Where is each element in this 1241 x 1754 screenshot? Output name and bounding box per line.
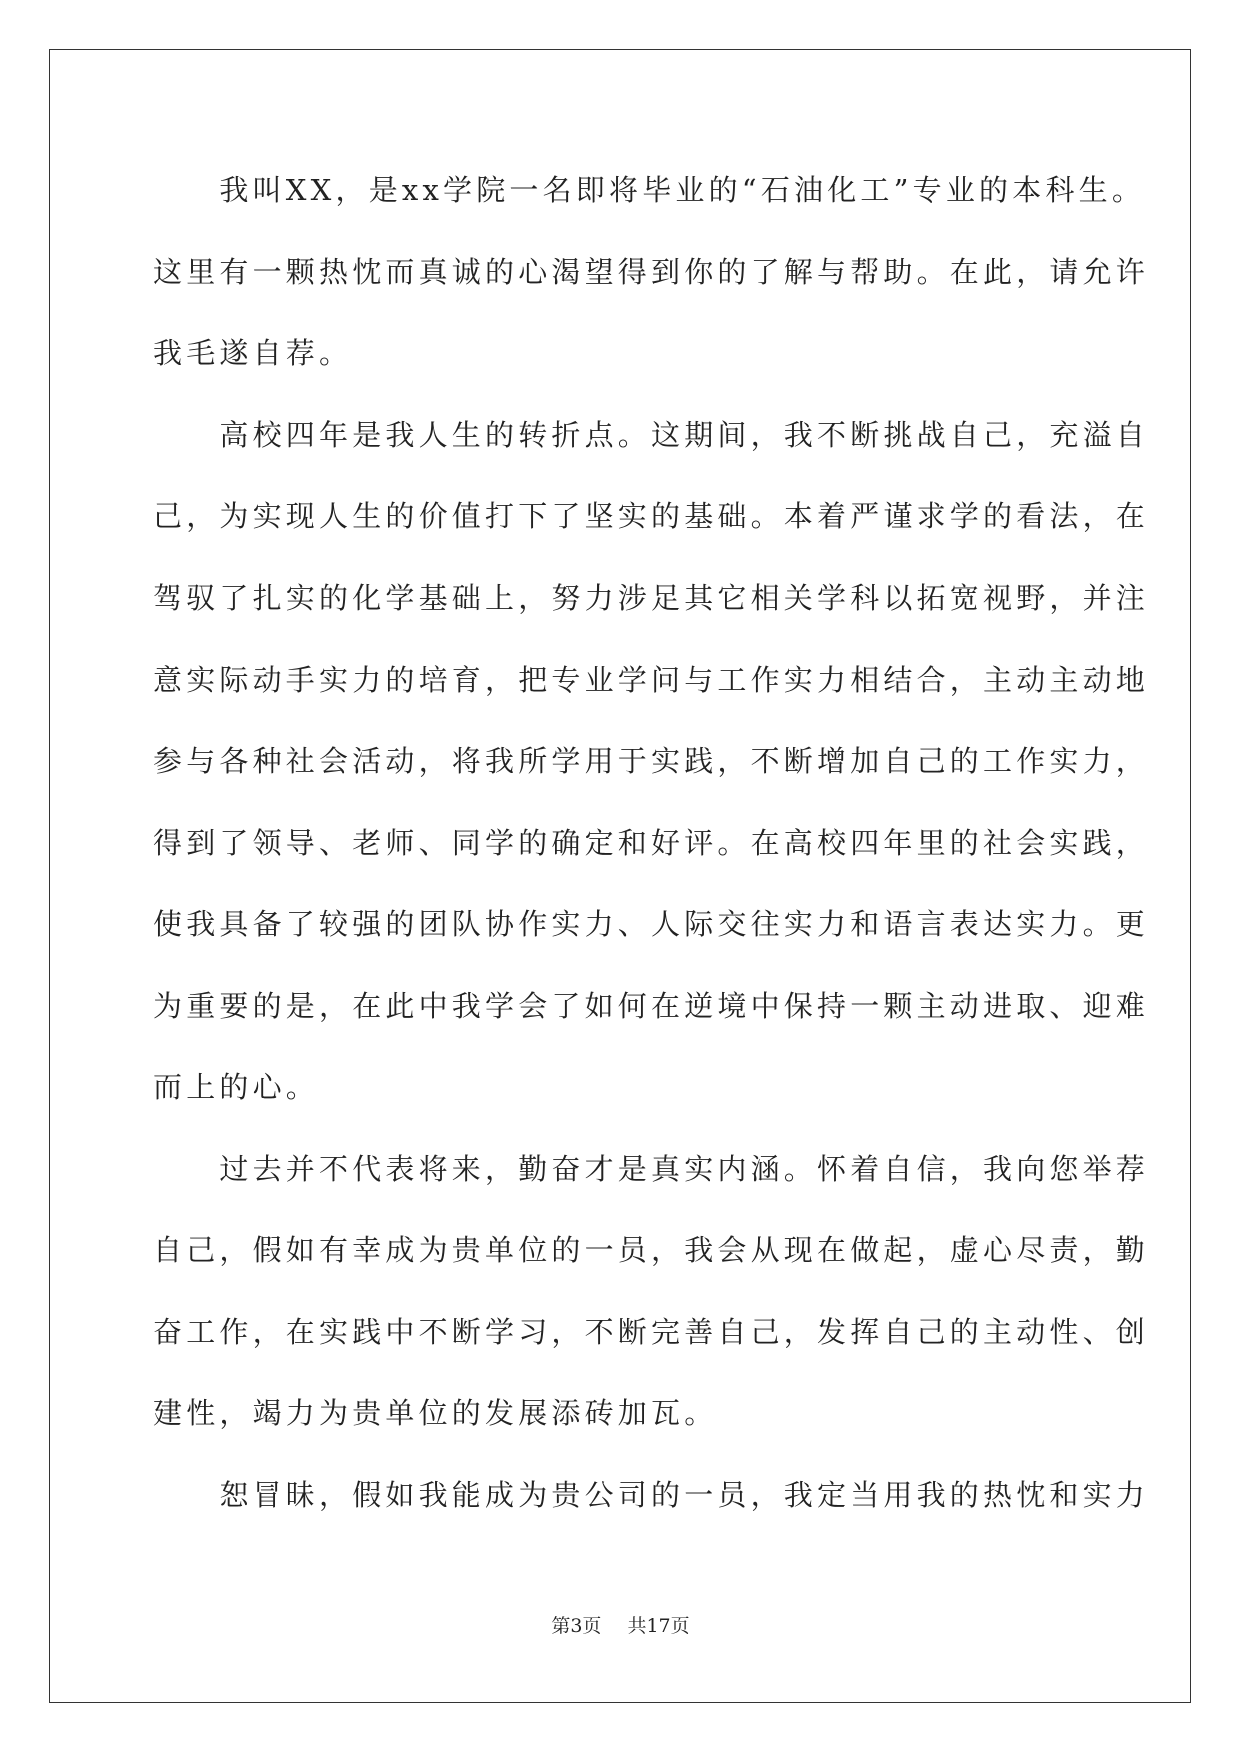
text-line: 自己，假如有幸成为贵单位的一员，我会从现在做起，虚心尽责，勤 xyxy=(153,1233,1150,1267)
page-number: 第3页 xyxy=(551,1615,602,1637)
text-line: 意实际动手实力的培育，把专业学问与工作实力相结合，主动主动地 xyxy=(153,663,1150,697)
text-line: 为重要的是，在此中我学会了如何在逆境中保持一颗主动进取、迎难 xyxy=(153,989,1150,1023)
text-line: 奋工作，在实践中不断学习，不断完善自己，发挥自己的主动性、创 xyxy=(153,1315,1150,1349)
text-line: 高校四年是我人生的转折点。这期间，我不断挑战自己，充溢自 xyxy=(153,418,1150,452)
text-line: 恕冒昧，假如我能成为贵公司的一员，我定当用我的热忱和实力 xyxy=(153,1478,1150,1512)
text-line: 过去并不代表将来，勤奋才是真实内涵。怀着自信，我向您举荐 xyxy=(153,1152,1150,1186)
text-line: 我叫XX，是xx学院一名即将毕业的“石油化工”专业的本科生。 xyxy=(153,173,1146,207)
text-line: 参与各种社会活动，将我所学用于实践，不断增加自己的工作实力， xyxy=(153,744,1150,778)
text-line: 驾驭了扎实的化学基础上，努力涉足其它相关学科以拓宽视野，并注 xyxy=(153,581,1150,615)
text-line: 己，为实现人生的价值打下了坚实的基础。本着严谨求学的看法，在 xyxy=(153,499,1150,533)
text-line: 得到了领导、老师、同学的确定和好评。在高校四年里的社会实践， xyxy=(153,826,1150,860)
text-line: 建性，竭力为贵单位的发展添砖加瓦。 xyxy=(153,1396,718,1430)
text-line: 这里有一颗热忱而真诚的心渴望得到你的了解与帮助。在此，请允许 xyxy=(153,255,1150,289)
text-line: 而上的心。 xyxy=(153,1070,320,1104)
page-footer xyxy=(0,1614,1241,1638)
page-border xyxy=(49,49,1191,1703)
text-line: 我毛遂自荐。 xyxy=(153,336,353,370)
text-line: 使我具备了较强的团队协作实力、人际交往实力和语言表达实力。更 xyxy=(153,907,1150,941)
page-total: 共17页 xyxy=(627,1615,690,1637)
